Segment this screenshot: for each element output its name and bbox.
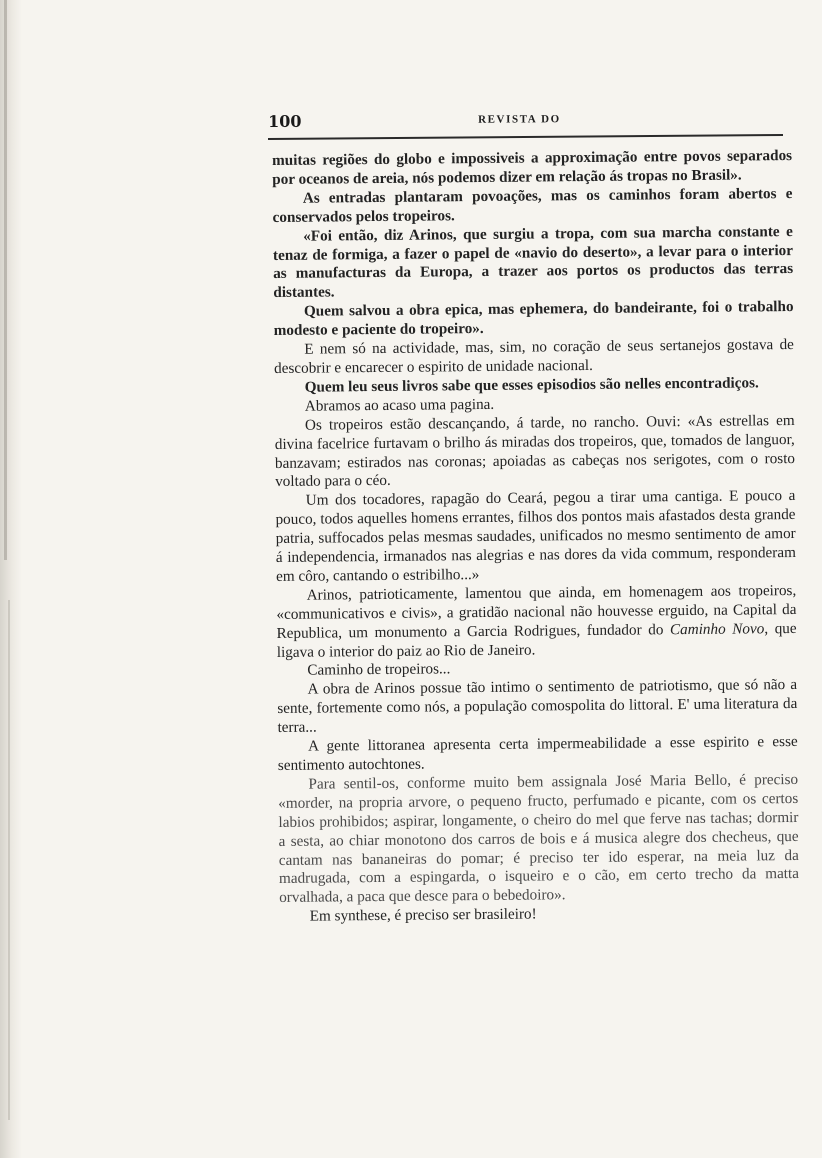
paragraph: Quem salvou a obra epica, mas ephemera, do bandeirante, foi o trabalho modesto e paciente do tropeiro». — [273, 298, 794, 340]
paragraph: Caminho de tropeiros... — [307, 660, 451, 680]
paragraph: muitas regiões do globo e impossiveis a approximação entre povos separados por oceanos de areia, nós podemos dizer em relação ás tropas no Brasil». — [272, 147, 793, 188]
paragraph: A obra de Arinos possue tão intimo o sentimento de patriotismo, que só não a sente, fortemente como nós, a população comospolita do littoral. E' uma literatura da terra... — [277, 676, 798, 737]
page-header — [268, 109, 783, 136]
binding-edge-line — [4, 0, 7, 560]
binding-edge-line — [8, 600, 10, 1120]
paragraph: Os tropeiros estão descançando, á tarde, no rancho. Ouvi: «As estrellas em divina facelrice furtavam o brilho ás miradas dos tropeiros, que, tomados de languor, banzavam; estirados nas coronas; apoiadas as cabeças nos serigotes, com o rosto voltado para o céo. — [274, 411, 796, 491]
paragraph: «Foi então, diz Arinos, que surgiu a tropa, com sua marcha constante e tenaz de formiga, a fazer o papel de «navio do deserto», a levar para o interior as manufacturas da Europa, a trazer aos portos os productos das terras distantes. — [272, 222, 794, 302]
paragraph: Abramos ao acaso uma pagina. — [304, 395, 495, 415]
paragraph: A gente littoranea apresenta certa impermeabilidade a esse espirito e esse sentimento autochtones. — [277, 733, 798, 774]
paragraph: Um dos tocadores, rapagão do Ceará, pegou a tirar uma cantiga. E pouco a pouco, todos aquelles homens errantes, filhos dos pontos mais afastados desta grande patria, suffocados pelas mesmas saudades, unificados no mesmo sentimento de amor á independencia, irmanados nas alegrias e nas dores da vida commum, responderam em côro, cantando o estribilho...» — [275, 487, 796, 585]
paragraph: Para sentil-os, conforme muito bem assignala José Maria Bello, é preciso «morder, na propria arvore, o pequeno fructo, perfumado e picante, com os certos labios prohibidos; aspirar, longamente, o cheiro do mel que ferve nas tachas; dormir a sesta, ao chiar monotono dos carros de bois e á musica alegre dos checheus, que cantam nas bananeiras do pomar; é preciso ter ido esperar, na meia luz da madrugada, com a espingarda, o isqueiro e o cão, em certo trecho da matta orvalhada, a paca que desce para o bebedoiro». — [278, 770, 800, 907]
page-number: 100 — [268, 111, 302, 131]
article-body — [272, 147, 799, 927]
paragraph-text: , que ligava o interior do paiz ao Rio de Janeiro. — [276, 619, 797, 661]
paragraph: As entradas plantaram povoações, mas os caminhos foram abertos e conservados pelos tropeiros. — [272, 184, 793, 226]
paragraph: Em synthese, é preciso ser brasileiro! — [309, 905, 537, 925]
italic-title: Caminho Novo — [669, 619, 765, 638]
paragraph-with-title — [276, 582, 797, 663]
running-head: REVISTA DO — [478, 113, 561, 126]
paragraph-text: Arinos, patrioticamente, lamentou que ainda, em homenagem aos tropeiros, «communicativos e civis», a gratidão nacional não houvesse erguido, na Capital da Republica, um monumento a Garcia Rodrigues, fundador do — [276, 581, 797, 642]
paragraph: Quem leu seus livros sabe que esses episodios são nelles encontradiços. — [304, 374, 759, 396]
paragraph: E nem só na actividade, mas, sim, no coração de seus sertanejos gostava de descobrir e encarecer o espirito de unidade nacional. — [273, 336, 794, 377]
